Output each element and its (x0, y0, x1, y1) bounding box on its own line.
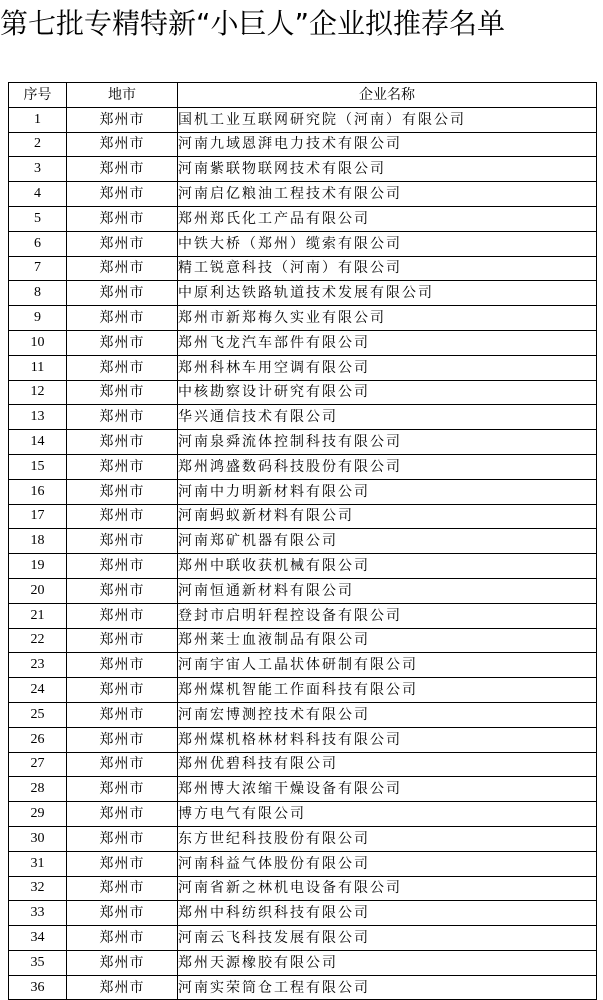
table-header-row (9, 83, 597, 108)
table-row (9, 926, 597, 951)
table-row (9, 876, 597, 901)
table-row (9, 479, 597, 504)
company-name-cell: 河南九域恩湃电力技术有限公司 (178, 132, 597, 157)
city-cell: 郑州市 (67, 330, 178, 355)
company-name-cell: 登封市启明轩程控设备有限公司 (178, 603, 597, 628)
city-cell: 郑州市 (67, 727, 178, 752)
table-row (9, 851, 597, 876)
seq-cell: 21 (9, 603, 67, 628)
company-name-cell: 中核勘察设计研究有限公司 (178, 380, 597, 405)
company-name-cell: 河南紫联物联网技术有限公司 (178, 157, 597, 182)
company-name-cell: 郑州鸿盛数码科技股份有限公司 (178, 454, 597, 479)
city-cell: 郑州市 (67, 901, 178, 926)
seq-cell: 27 (9, 752, 67, 777)
seq-cell: 36 (9, 975, 67, 1000)
city-cell: 郑州市 (67, 281, 178, 306)
seq-cell: 33 (9, 901, 67, 926)
seq-cell: 15 (9, 454, 67, 479)
company-name-cell: 郑州中联收获机械有限公司 (178, 554, 597, 579)
seq-cell: 35 (9, 950, 67, 975)
city-cell: 郑州市 (67, 678, 178, 703)
seq-cell: 4 (9, 182, 67, 207)
page-title: 第七批专精特新“小巨人”企业拟推荐名单 (0, 7, 506, 40)
seq-cell: 31 (9, 851, 67, 876)
table-row (9, 678, 597, 703)
table-row (9, 752, 597, 777)
seq-cell: 30 (9, 826, 67, 851)
company-name-cell: 郑州煤机格林材料科技有限公司 (178, 727, 597, 752)
header-city: 地市 (67, 83, 178, 108)
table-row (9, 405, 597, 430)
table-row (9, 653, 597, 678)
city-cell: 郑州市 (67, 157, 178, 182)
seq-cell: 10 (9, 330, 67, 355)
city-cell: 郑州市 (67, 206, 178, 231)
seq-cell: 14 (9, 430, 67, 455)
seq-cell: 11 (9, 355, 67, 380)
table-row (9, 702, 597, 727)
seq-cell: 23 (9, 653, 67, 678)
city-cell: 郑州市 (67, 876, 178, 901)
company-name-cell: 河南宏博测控技术有限公司 (178, 702, 597, 727)
city-cell: 郑州市 (67, 950, 178, 975)
seq-cell: 5 (9, 206, 67, 231)
seq-cell: 26 (9, 727, 67, 752)
header-name: 企业名称 (178, 83, 597, 108)
city-cell: 郑州市 (67, 802, 178, 827)
seq-cell: 17 (9, 504, 67, 529)
seq-cell: 32 (9, 876, 67, 901)
company-name-cell: 华兴通信技术有限公司 (178, 405, 597, 430)
company-name-cell: 中铁大桥（郑州）缆索有限公司 (178, 231, 597, 256)
city-cell: 郑州市 (67, 603, 178, 628)
city-cell: 郑州市 (67, 504, 178, 529)
company-name-cell: 东方世纪科技股份有限公司 (178, 826, 597, 851)
city-cell: 郑州市 (67, 851, 178, 876)
company-name-cell: 郑州飞龙汽车部件有限公司 (178, 330, 597, 355)
city-cell: 郑州市 (67, 653, 178, 678)
city-cell: 郑州市 (67, 355, 178, 380)
seq-cell: 34 (9, 926, 67, 951)
company-name-cell: 国机工业互联网研究院（河南）有限公司 (178, 107, 597, 132)
table-row (9, 777, 597, 802)
company-name-cell: 郑州优碧科技有限公司 (178, 752, 597, 777)
company-name-cell: 河南省新之林机电设备有限公司 (178, 876, 597, 901)
company-name-cell: 郑州天源橡胶有限公司 (178, 950, 597, 975)
city-cell: 郑州市 (67, 306, 178, 331)
city-cell: 郑州市 (67, 256, 178, 281)
city-cell: 郑州市 (67, 529, 178, 554)
company-name-cell: 河南中力明新材料有限公司 (178, 479, 597, 504)
seq-cell: 13 (9, 405, 67, 430)
seq-cell: 6 (9, 231, 67, 256)
city-cell: 郑州市 (67, 554, 178, 579)
city-cell: 郑州市 (67, 231, 178, 256)
company-name-cell: 河南启亿粮油工程技术有限公司 (178, 182, 597, 207)
company-name-cell: 郑州莱士血液制品有限公司 (178, 628, 597, 653)
company-name-cell: 郑州煤机智能工作面科技有限公司 (178, 678, 597, 703)
company-name-cell: 精工锐意科技（河南）有限公司 (178, 256, 597, 281)
seq-cell: 12 (9, 380, 67, 405)
company-name-cell: 河南云飞科技发展有限公司 (178, 926, 597, 951)
table-row (9, 950, 597, 975)
table-row (9, 231, 597, 256)
city-cell: 郑州市 (67, 752, 178, 777)
table-row (9, 107, 597, 132)
seq-cell: 3 (9, 157, 67, 182)
city-cell: 郑州市 (67, 479, 178, 504)
seq-cell: 22 (9, 628, 67, 653)
table-row (9, 901, 597, 926)
company-name-cell: 郑州市新郑梅久实业有限公司 (178, 306, 597, 331)
seq-cell: 2 (9, 132, 67, 157)
seq-cell: 29 (9, 802, 67, 827)
seq-cell: 25 (9, 702, 67, 727)
table-row (9, 529, 597, 554)
seq-cell: 20 (9, 578, 67, 603)
city-cell: 郑州市 (67, 975, 178, 1000)
table-row (9, 132, 597, 157)
header-seq: 序号 (9, 83, 67, 108)
table-row (9, 256, 597, 281)
table-row (9, 578, 597, 603)
city-cell: 郑州市 (67, 405, 178, 430)
seq-cell: 1 (9, 107, 67, 132)
seq-cell: 18 (9, 529, 67, 554)
city-cell: 郑州市 (67, 380, 178, 405)
company-name-cell: 郑州博大浓缩干燥设备有限公司 (178, 777, 597, 802)
company-name-cell: 中原利达铁路轨道技术发展有限公司 (178, 281, 597, 306)
company-name-cell: 河南泉舜流体控制科技有限公司 (178, 430, 597, 455)
seq-cell: 7 (9, 256, 67, 281)
company-name-cell: 博方电气有限公司 (178, 802, 597, 827)
seq-cell: 28 (9, 777, 67, 802)
company-name-cell: 河南蚂蚁新材料有限公司 (178, 504, 597, 529)
table-row (9, 182, 597, 207)
table-body (9, 107, 597, 1000)
city-cell: 郑州市 (67, 777, 178, 802)
company-name-cell: 郑州中科纺织科技有限公司 (178, 901, 597, 926)
company-name-cell: 河南恒通新材料有限公司 (178, 578, 597, 603)
table-row (9, 430, 597, 455)
city-cell: 郑州市 (67, 182, 178, 207)
city-cell: 郑州市 (67, 926, 178, 951)
table-row (9, 330, 597, 355)
table-row (9, 380, 597, 405)
table-row (9, 306, 597, 331)
table-row (9, 554, 597, 579)
city-cell: 郑州市 (67, 628, 178, 653)
city-cell: 郑州市 (67, 702, 178, 727)
city-cell: 郑州市 (67, 454, 178, 479)
table-row (9, 727, 597, 752)
seq-cell: 8 (9, 281, 67, 306)
city-cell: 郑州市 (67, 826, 178, 851)
table-row (9, 603, 597, 628)
company-name-cell: 河南宇宙人工晶状体研制有限公司 (178, 653, 597, 678)
table-row (9, 802, 597, 827)
enterprise-table (8, 82, 597, 1000)
city-cell: 郑州市 (67, 132, 178, 157)
table-row (9, 281, 597, 306)
seq-cell: 19 (9, 554, 67, 579)
city-cell: 郑州市 (67, 430, 178, 455)
city-cell: 郑州市 (67, 107, 178, 132)
table-row (9, 355, 597, 380)
company-name-cell: 河南郑矿机器有限公司 (178, 529, 597, 554)
company-name-cell: 郑州郑氏化工产品有限公司 (178, 206, 597, 231)
table-row (9, 826, 597, 851)
table-row (9, 157, 597, 182)
company-name-cell: 郑州科林车用空调有限公司 (178, 355, 597, 380)
table-row (9, 504, 597, 529)
table-row (9, 454, 597, 479)
seq-cell: 9 (9, 306, 67, 331)
city-cell: 郑州市 (67, 578, 178, 603)
table-row (9, 628, 597, 653)
company-name-cell: 河南科益气体股份有限公司 (178, 851, 597, 876)
table-row (9, 975, 597, 1000)
seq-cell: 24 (9, 678, 67, 703)
seq-cell: 16 (9, 479, 67, 504)
company-name-cell: 河南实荣筒仓工程有限公司 (178, 975, 597, 1000)
table-row (9, 206, 597, 231)
